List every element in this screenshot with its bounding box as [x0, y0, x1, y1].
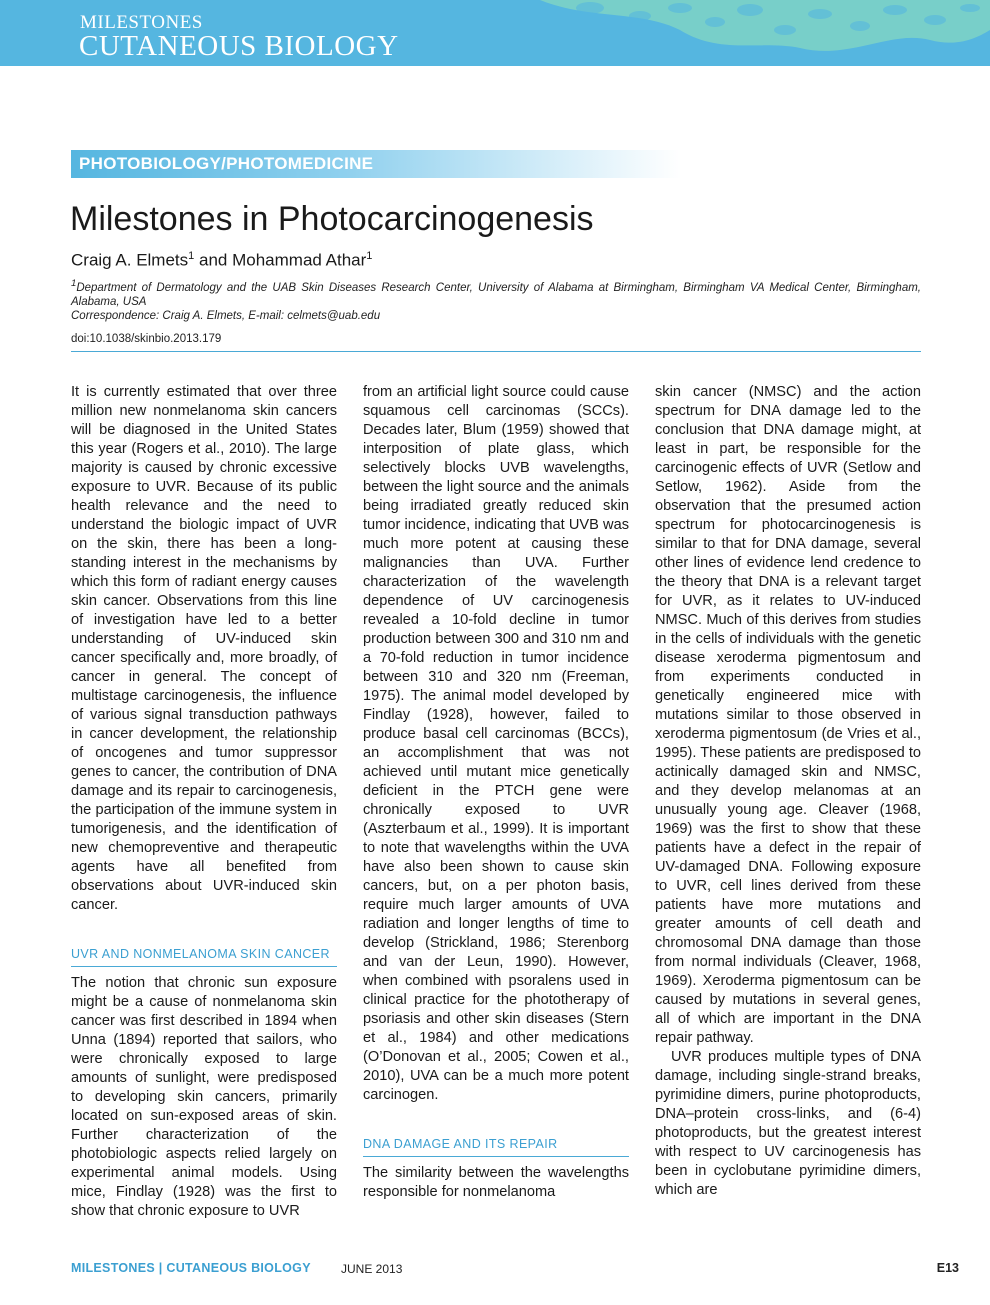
- author-conj: and: [194, 250, 233, 270]
- header-divider: [71, 351, 921, 352]
- paragraph: The notion that chronic sun exposure might be a cause of nonmelanoma skin cancer was first described in 1894 when Unna (1894) reported that sailors, who were chronically exposed to large amounts of sunlight, were predisposed to developing skin cancers, primarily located on sun-exposed areas of skin. Further characterization of the photobiologic aspects relied largely on experimental animal models. Using mice, Findlay (1928) was the first to show that chronic exposure to UVR: [71, 975, 337, 1219]
- brand-small: MILESTONES: [80, 12, 203, 33]
- correspondence: Correspondence: Craig A. Elmets, E-mail: celmets@uab.edu: [71, 310, 381, 322]
- footer-journal: MILESTONES | CUTANEOUS BIOLOGY: [71, 1261, 311, 1275]
- paragraph: It is currently estimated that over three million new nonmelanoma skin cancers will be diagnosed in the United States this year (Rogers et al., 2010). The large majority is caused by chronic excessive exposure to UVR. Because of its public health relevance and the need to understand the biologic impact of UVR on the skin, there has been a long-standing interest in the mechanisms by which this form of radiant energy causes skin cancer. Observations from this line of investigation have led to a better understanding of UV-induced skin cancer specifically and, more broadly, of cancer in general. The concept of multistage carcinogenesis, the influence of various signal transduction pathways in cancer development, the relationship of oncogenes and tumor suppressor genes to cancer, the contribution of DNA damage and its repair to carcinogenesis, the participation of the immune system in tumorigenesis, and the identification of new chemopreventive and therapeutic agents have all benefited from observations about UVR-induced skin cancer.: [71, 384, 337, 913]
- footer-date: JUNE 2013: [341, 1262, 403, 1276]
- author-1: Craig A. Elmets: [71, 250, 189, 270]
- body-column-2: [363, 383, 629, 1202]
- article-title: Milestones in Photocarcinogenesis: [70, 200, 594, 238]
- author-line: [71, 250, 372, 271]
- brand-large: CUTANEOUS BIOLOGY: [79, 30, 399, 62]
- doi: doi:10.1038/skinbio.2013.179: [71, 333, 222, 345]
- paragraph: from an artificial light source could cause squamous cell carcinomas (SCCs). Decades later, Blum (1959) showed that interposition of plate glass, which selectively blocks UVB wavelengths, between the light source and the animals being irradiated greatly reduced skin tumor incidence, indicating that UVB was much more potent at causing these malignancies than UVA. Further characterization of the wavelength dependence of UV carcinogenesis revealed a 10-fold decline in tumor production between 300 and 310 nm and a 70-fold reduction in tumor incidence between 310 and 320 nm (Freeman, 1975). The animal model developed by Findlay (1928), however, failed to produce basal cell carcinomas (BCCs), an accomplishment that was not achieved until mutant mice genetically deficient in the PTCH gene were chronically exposed to UVR (Aszterbaum et al., 1999). It is important to note that wavelengths within the UVA have also been shown to cause skin cancers, but, on a per photon basis, require much larger amounts of UVA radiation and longer lengths of time to develop (Strickland, 1986; Sterenborg and van der Leun, 1990). However, when combined with psoralens used in clinical practice for the phototherapy of psoriasis and other skin diseases (Stern et al., 1984) and other medications (O’Donovan et al., 2005; Cowen et al., 2010), UVA can be a much more potent carcinogen.: [363, 384, 629, 1103]
- section-heading: UVR AND NONMELANOMA SKIN CANCER: [71, 945, 337, 967]
- section-heading: DNA DAMAGE AND ITS REPAIR: [363, 1135, 629, 1157]
- header-band: [0, 0, 990, 66]
- decorative-cell-pattern: [530, 0, 990, 66]
- paragraph: UVR produces multiple types of DNA damage, including single-strand breaks, pyrimidine dimers, purine photoproducts, DNA–protein cross-links, and (6-4) photoproducts, but the greatest interest with respect to UV carcinogenesis has been in cyclobutane pyrimidine dimers, which are: [655, 1049, 921, 1198]
- affiliation-sup: 1: [71, 278, 77, 289]
- affiliation-text: Department of Dermatology and the UAB Skin Diseases Research Center, University of Alabama at Birmingham, Birmingham VA Medical Center, Birmingham, Alabama, USA: [71, 281, 921, 308]
- page-number: E13: [936, 1261, 959, 1275]
- author-2-sup: 1: [366, 250, 373, 262]
- author-2: Mohammad Athar: [232, 250, 367, 270]
- paragraph: skin cancer (NMSC) and the action spectrum for DNA damage led to the conclusion that DNA damage might, at least in part, be responsible for the carcinogenic effects of UVR (Setlow and Setlow, 1962). Aside from the observation that the presumed action spectrum for photocarcinogenesis is similar to that for DNA damage, several other lines of evidence lend credence to the theory that DNA is a relevant target for UVR, as it relates to UV-induced NMSC. Much of this derives from studies in the cells of individuals with the genetic disease xeroderma pigmentosum and from experiments conducted in genetically engineered mice with mutations similar to those observed in xeroderma pigmentosum (de Vries et al., 1995). These patients are predisposed to actinically damaged skin and NMSC, and they develop melanomas at an unusually young age. Cleaver (1968, 1969) was the first to show that these patients have a defect in the repair of UV-damaged DNA. Following exposure to UVR, cell lines derived from these patients have more mutations and greater amounts of cell death and chromosomal DNA damage than those from normal individuals (Cleaver, 1968, 1969). Xeroderma pigmentosum can be caused by mutations in several genes, all of which are important in the DNA repair pathway.: [655, 384, 921, 1046]
- body-column-1: [71, 383, 337, 1221]
- affiliation: [71, 277, 921, 309]
- body-column-3: [655, 383, 921, 1200]
- paragraph: The similarity between the wavelengths responsible for nonmelanoma: [363, 1165, 629, 1200]
- author-1-sup: 1: [188, 250, 195, 262]
- section-bar: [71, 150, 681, 178]
- section-label: PHOTOBIOLOGY/PHOTOMEDICINE: [79, 154, 374, 173]
